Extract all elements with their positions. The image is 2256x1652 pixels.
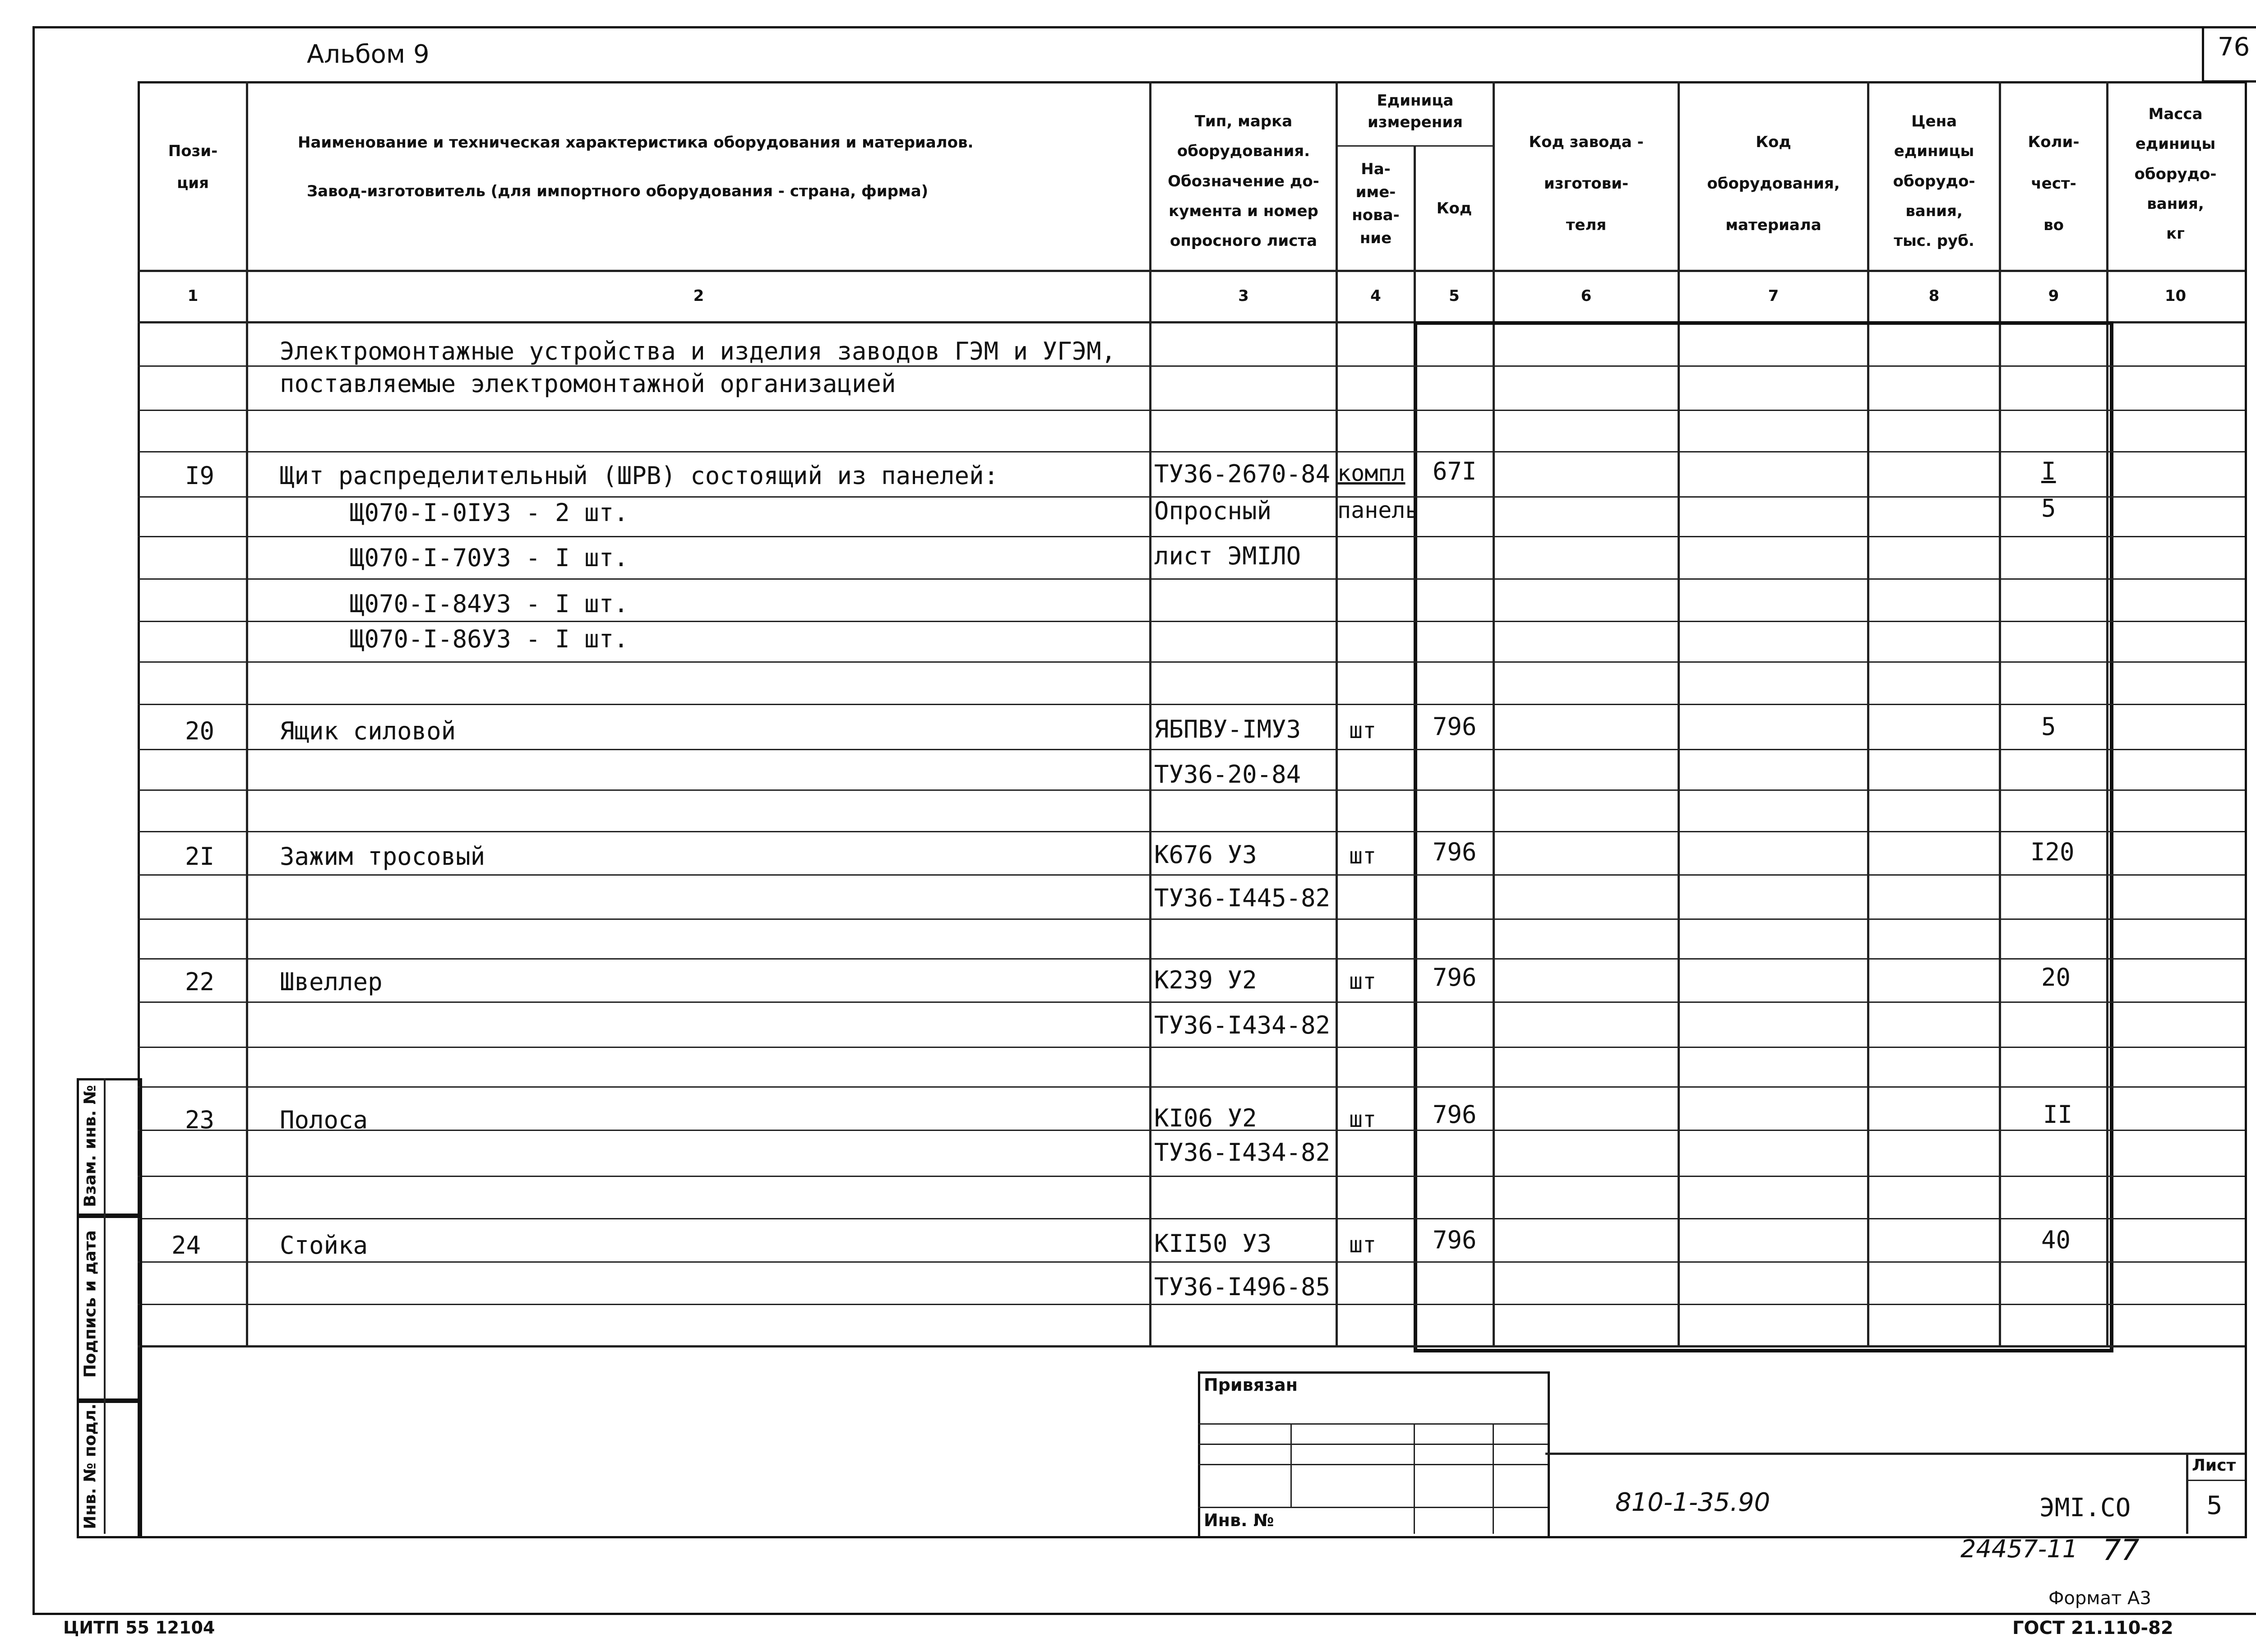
row20-type: ЯБПВУ-IМУ3 bbox=[1154, 715, 1301, 743]
row24-name: Стойка bbox=[280, 1231, 368, 1260]
row21-code: 796 bbox=[1433, 838, 1477, 866]
row19-qty2: 5 bbox=[2041, 494, 2056, 522]
footer-format: Формат А3 bbox=[2048, 1588, 2151, 1609]
row22-type: К239 У2 bbox=[1154, 966, 1257, 994]
row21-unit: шт bbox=[1349, 843, 1377, 869]
row23-unit: шт bbox=[1349, 1106, 1377, 1132]
row19-panel4: Щ070-I-86У3 - I шт. bbox=[350, 625, 629, 653]
col-number-2: 2 bbox=[693, 287, 704, 305]
col-header-equipment-code: Код оборудования, материала bbox=[1707, 133, 1840, 234]
handwritten-number-2: 77 bbox=[2103, 1534, 2140, 1567]
stamp-doc-code: 810-1-35.90 bbox=[1615, 1488, 1771, 1517]
row24-code: 796 bbox=[1433, 1226, 1477, 1254]
row23-position: 23 bbox=[185, 1106, 215, 1134]
side-label-podpis: Подпись и дата bbox=[81, 1230, 100, 1378]
stamp-doc-mark: ЭМI.СО bbox=[2039, 1493, 2131, 1523]
col-number-10: 10 bbox=[2164, 287, 2187, 305]
row24-type2: ТУ36-I496-85 bbox=[1154, 1273, 1331, 1301]
row22-qty: 20 bbox=[2041, 963, 2071, 992]
row22-code: 796 bbox=[1433, 963, 1477, 992]
row24-type: КII50 У3 bbox=[1154, 1229, 1272, 1258]
col-header-mass: Масса единицы оборудо- вания, кг bbox=[2134, 105, 2217, 243]
footer-left-code: ЦИТП 55 12104 bbox=[63, 1618, 215, 1638]
row23-type2: ТУ36-I434-82 bbox=[1154, 1138, 1331, 1167]
col-number-6: 6 bbox=[1581, 287, 1592, 305]
row24-unit: шт bbox=[1349, 1232, 1377, 1258]
footer-gost: ГОСТ 21.110-82 bbox=[2012, 1618, 2173, 1638]
row21-qty: I20 bbox=[2030, 838, 2075, 866]
section-title-line1: Электромонтажные устройства и изделия заводов ГЭМ и УГЭМ, bbox=[280, 337, 1116, 365]
row23-name: Полоса bbox=[280, 1106, 368, 1134]
body-bold-box bbox=[1414, 321, 2113, 1352]
stamp-sheet-label: Лист bbox=[2192, 1456, 2236, 1475]
stamp-inv-label: Инв. № bbox=[1204, 1510, 1274, 1530]
row23-code: 796 bbox=[1433, 1100, 1477, 1129]
col-number-8: 8 bbox=[1928, 287, 1940, 305]
row21-name: Зажим тросовый bbox=[280, 842, 485, 871]
col-header-factory-code: Код завода - изготови- теля bbox=[1529, 133, 1644, 234]
col-number-5: 5 bbox=[1449, 287, 1460, 305]
row19-type3: лист ЭМIЛО bbox=[1154, 542, 1301, 570]
row19-position: I9 bbox=[185, 461, 215, 490]
row19-unit2: панель bbox=[1337, 497, 1419, 523]
row21-type2: ТУ36-I445-82 bbox=[1154, 884, 1331, 912]
row23-qty: II bbox=[2043, 1100, 2073, 1129]
row21-type: К676 У3 bbox=[1154, 840, 1257, 869]
col-header-quantity: Коли- чест- во bbox=[2028, 133, 2080, 234]
col-header-name-line1: Наименование и техническая характеристика оборудования и материалов. bbox=[298, 134, 974, 152]
row19-panel2: Щ070-I-70У3 - I шт. bbox=[350, 544, 629, 572]
row22-name: Швеллер bbox=[280, 968, 383, 996]
row19-panel1: Щ070-I-0IУ3 - 2 шт. bbox=[350, 498, 629, 527]
row24-qty: 40 bbox=[2041, 1226, 2071, 1254]
col-header-price: Цена единицы оборудо- вания, тыс. руб. bbox=[1893, 112, 1975, 250]
row21-position: 2I bbox=[185, 842, 215, 871]
row20-name: Ящик силовой bbox=[280, 717, 456, 745]
row22-type2: ТУ36-I434-82 bbox=[1154, 1011, 1331, 1039]
col-number-7: 7 bbox=[1768, 287, 1779, 305]
col-header-unit-code: Код bbox=[1436, 199, 1472, 217]
col-header-type: Тип, марка оборудования. Обозначение до- кумента и номер опросного листа bbox=[1168, 112, 1319, 250]
col-header-unit-name: На- име- нова- ние bbox=[1352, 160, 1400, 247]
row19-type2: Опросный bbox=[1154, 497, 1272, 525]
col-header-position: Пози- ция bbox=[168, 142, 218, 193]
col-number-3: 3 bbox=[1238, 287, 1249, 305]
col-number-9: 9 bbox=[2048, 287, 2059, 305]
col-header-name-line2: Завод-изготовитель (для импортного оборудования - страна, фирма) bbox=[307, 182, 929, 200]
row22-unit: шт bbox=[1349, 968, 1377, 994]
row19-type: ТУ36-2670-84 bbox=[1154, 460, 1331, 488]
col-number-4: 4 bbox=[1370, 287, 1381, 305]
handwritten-number: 24457-11 bbox=[1960, 1535, 2078, 1563]
side-label-inv: Инв. № подл. bbox=[81, 1403, 100, 1529]
row20-unit: шт bbox=[1349, 717, 1377, 743]
col-number-1: 1 bbox=[187, 287, 199, 305]
row19-unit: компл bbox=[1337, 460, 1405, 486]
section-title-line2: поставляемые электромонтажной организацией bbox=[280, 369, 896, 398]
row20-type2: ТУ36-20-84 bbox=[1154, 760, 1301, 789]
page-number: 76 bbox=[2218, 32, 2250, 62]
side-label-vzam: Взам. инв. № bbox=[81, 1085, 100, 1207]
stamp-privyazan-label: Привязан bbox=[1204, 1375, 1298, 1395]
row20-position: 20 bbox=[185, 717, 215, 745]
row20-code: 796 bbox=[1433, 712, 1477, 741]
row19-qty: I bbox=[2041, 457, 2056, 485]
row23-type: КI06 У2 bbox=[1154, 1104, 1257, 1132]
row24-position: 24 bbox=[171, 1231, 201, 1260]
row19-panel3: Щ070-I-84У3 - I шт. bbox=[350, 590, 629, 618]
stamp-sheet-number: 5 bbox=[2206, 1491, 2223, 1520]
row19-code: 67I bbox=[1433, 457, 1477, 485]
row22-position: 22 bbox=[185, 968, 215, 996]
row20-qty: 5 bbox=[2041, 712, 2056, 741]
album-title: Альбом 9 bbox=[307, 40, 430, 69]
col-header-unit-group: Единица измерения bbox=[1368, 92, 1463, 131]
row19-name: Щит распределительный (ШРВ) состоящий из панелей: bbox=[280, 461, 999, 490]
